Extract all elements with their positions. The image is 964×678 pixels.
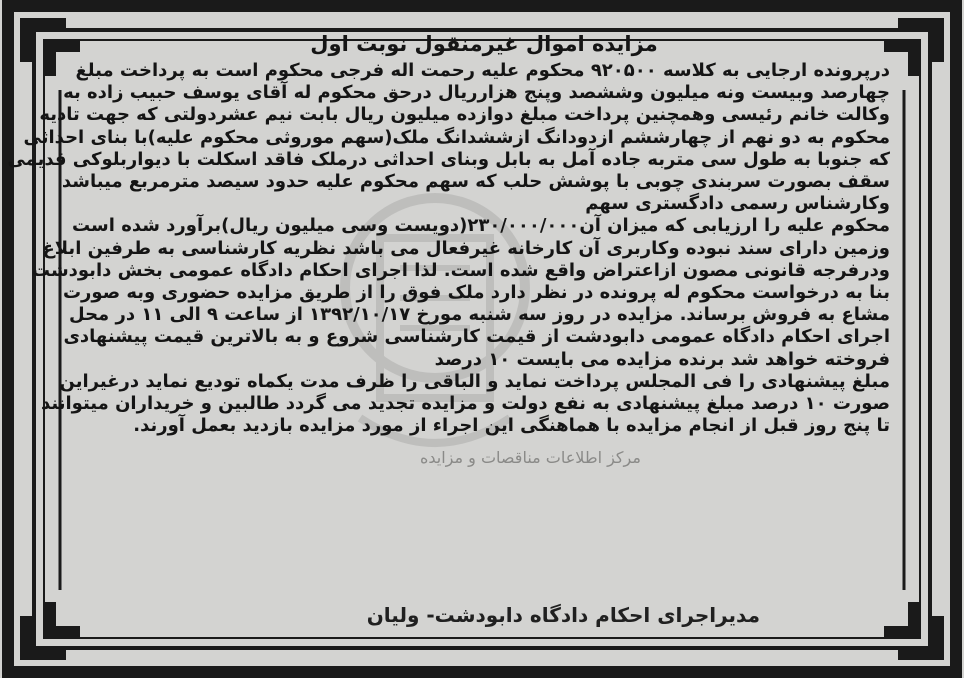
text-line: مبلغ پیشنهادی را فی المجلس پرداخت نماید و الباقی را ظرف مدت یکماه تودیع نماید درغیراین	[59, 370, 890, 392]
text-line: تا پنج روز قبل از انجام مزایده با هماهنگی این اجراء از مورد مزایده بازدید بعمل آورند.	[133, 415, 890, 437]
text-line: سقف بصورت سربندی چوبی با پوشش حلب که سهم محکوم علیه حدود سیصد مترمربع میباشد	[61, 171, 890, 193]
text-line: محکوم علیه را ارزیابی که میزان آن۲۳۰/۰۰۰/۰۰۰(دویست وسی میلیون ریال)برآورد شده است	[72, 215, 890, 237]
text-line: وزمین دارای سند نبوده وکاربری آن کارخانه غیرفعال می باشد نظریه کارشناسی به طرفین ابلاغ	[42, 237, 890, 259]
text-line: مشاع به فروش برساند. مزایده در روز سه شنبه مورخ ۱۳۹۲/۱۰/۱۷ از ساعت ۹ الی ۱۱ در محل	[69, 304, 890, 326]
text-line: صورت ۱۰ درصد مبلغ پیشنهادی به نفع دولت و مزایده تجدید می گردد طالبین و خریداران میتوانند	[41, 393, 890, 415]
text-line: وکارشناس رسمی دادگستری سهم	[585, 193, 890, 215]
watermark-text: مرکز اطلاعات مناقصات و مزایده	[420, 448, 641, 467]
text-line: بنا به درخواست محکوم له پرونده در نظر دارد ملک فوق را از طریق مزایده حضوری وبه صورت	[62, 282, 890, 304]
text-line: درپرونده ارجایی به کلاسه ۹۲۰۵۰۰ محکوم علیه رحمت اله فرجی محکوم است به پرداخت مبلغ	[75, 60, 890, 81]
text-line: که جنوبا به طول سی متربه جاده آمل به بابل وبنای احداثی درملک فاقد اسکلت با دیواربلوکی قدیمی	[7, 148, 890, 170]
text-line: محکوم به دو نهم از چهارششم ازدودانگ ازششدانگ ملک(سهم موروثی محکوم علیه)با بنای احداثی	[23, 126, 890, 148]
text-line: فروخته خواهد شد برنده مزایده می بایست ۱۰ درصد	[434, 348, 890, 370]
notice-body	[7, 30, 890, 650]
signature-line: مدیراجرای احکام دادگاه دابودشت- ولیان	[366, 603, 760, 627]
text-line: اجرای احکام دادگاه عمومی دابودشت از قیمت کارشناسی شروع و به بالاترین قیمت پیشنهادی	[63, 326, 890, 348]
text-line: وکالت خانم رئیسی وهمچنین پرداخت مبلغ دوازده میلیون ریال بابت نیم عشردولتی که جهت تادیه	[39, 104, 890, 126]
text-line: ودرفرجه قانونی مصون ازاعتراض واقع شده است. لذا اجرای احکام دادگاه عمومی بخش دابودشت	[31, 259, 890, 281]
notice-title: مزایده اموال غیرمنقول نوبت اول	[310, 32, 658, 56]
text-line: چهارصد وبیست ونه میلیون وششصد وپنج هزارریال درحق محکوم له آقای یوسف حبیب زاده به	[63, 82, 890, 104]
